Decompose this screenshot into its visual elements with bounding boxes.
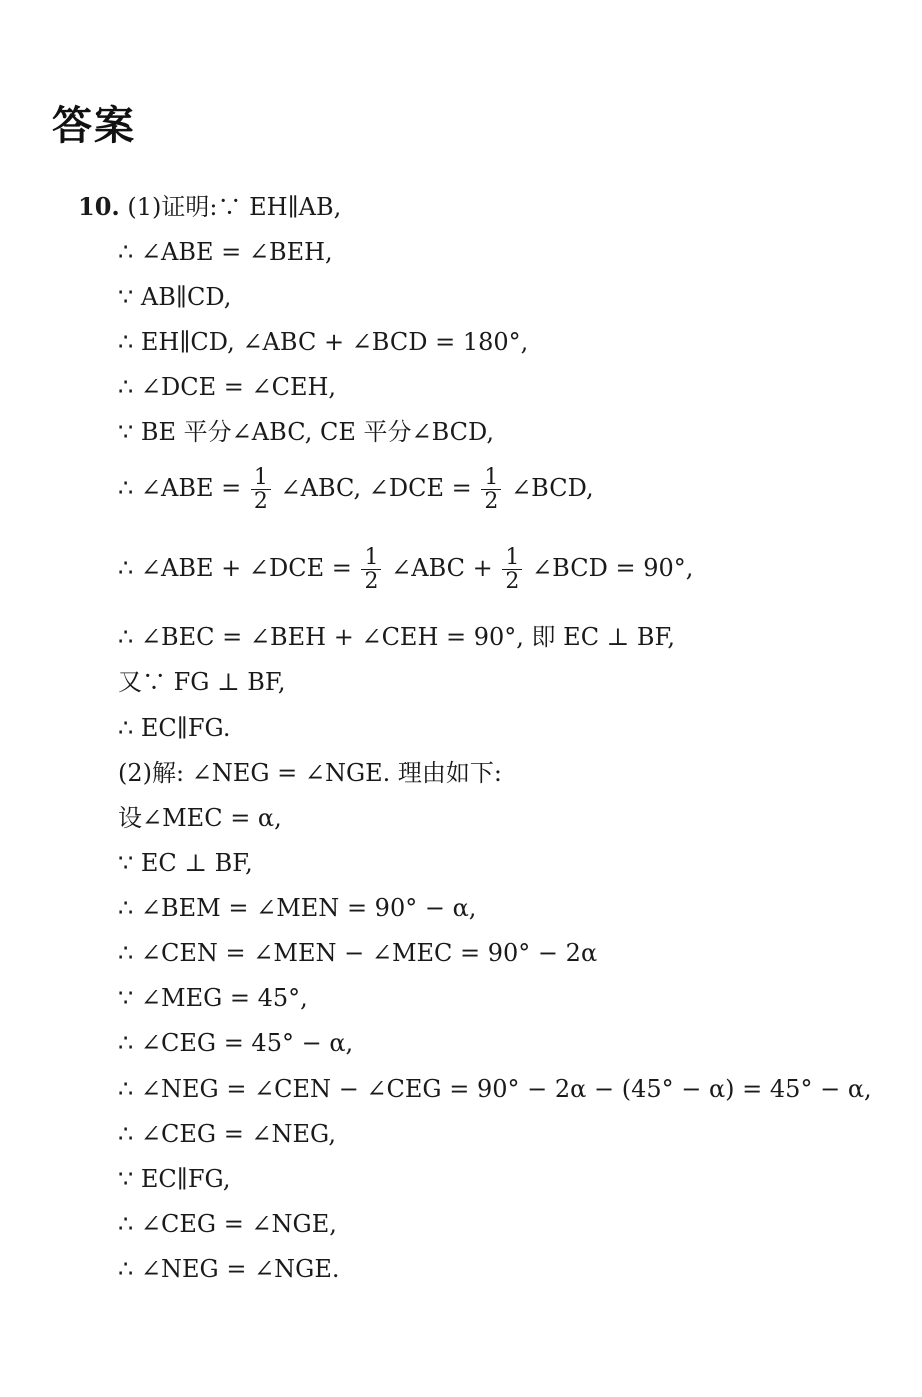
solution-line-14: ∵ EC ⊥ BF, [118,849,253,877]
fraction [251,466,271,513]
solution-line-21: ∵ EC∥FG, [118,1165,231,1193]
denominator: 2 [505,569,520,595]
denominator: 2 [484,489,499,515]
expr-part: ∠BCD = 90°, [532,554,694,583]
solution-line-10: 又∵ FG ⊥ BF, [118,668,286,696]
expr-part: ∠ABC + [391,554,493,583]
solution-line-8-fraction [118,546,693,593]
solution-line-11: ∴ EC∥FG. [118,714,231,742]
denominator: 2 [364,569,379,595]
numerator: 1 [251,466,271,490]
solution-line-6: ∵ BE 平分∠ABC, CE 平分∠BCD, [118,418,495,446]
numerator: 1 [361,546,381,570]
solution-line-17: ∵ ∠MEG = 45°, [118,984,308,1012]
fraction [502,546,522,593]
expr-part: ∠BCD, [511,474,594,503]
solution-line-4: ∴ EH∥CD, ∠ABC + ∠BCD = 180°, [118,328,529,356]
solution-line-22: ∴ ∠CEG = ∠NGE, [118,1210,337,1238]
solution-line-1 [78,192,342,221]
solution-line-18: ∴ ∠CEG = 45° − α, [118,1029,354,1057]
problem-number: 10. [78,192,120,221]
solution-line-19: ∴ ∠NEG = ∠CEN − ∠CEG = 90° − 2α − (45° − α) = 45° − α, [118,1075,872,1103]
numerator: 1 [502,546,522,570]
expr-part: ∴ ∠ABE + ∠DCE = [118,554,352,583]
solution-line-20: ∴ ∠CEG = ∠NEG, [118,1120,337,1148]
expr-part: ∴ ∠ABE = [118,474,242,503]
solution-line-12: (2)解: ∠NEG = ∠NGE. 理由如下: [118,759,503,787]
solution-line-5: ∴ ∠DCE = ∠CEH, [118,373,337,401]
solution-line-9: ∴ ∠BEC = ∠BEH + ∠CEH = 90°, 即 EC ⊥ BF, [118,623,676,651]
denominator: 2 [253,489,268,515]
fraction [361,546,381,593]
solution-line-15: ∴ ∠BEM = ∠MEN = 90° − α, [118,894,477,922]
solution-line-16: ∴ ∠CEN = ∠MEN − ∠MEC = 90° − 2α [118,939,598,967]
fraction [481,466,501,513]
solution-line-2: ∴ ∠ABE = ∠BEH, [118,238,333,266]
solution-line-3: ∵ AB∥CD, [118,283,232,311]
page-title: 答案 [52,103,136,149]
numerator: 1 [481,466,501,490]
solution-line-13: 设∠MEC = α, [118,804,282,832]
expr-part: ∠ABC, ∠DCE = [280,474,472,503]
solution-line-23: ∴ ∠NEG = ∠NGE. [118,1255,340,1283]
solution-line-7-fraction [118,466,594,513]
line-text: (1)证明:∵ EH∥AB, [127,193,342,221]
